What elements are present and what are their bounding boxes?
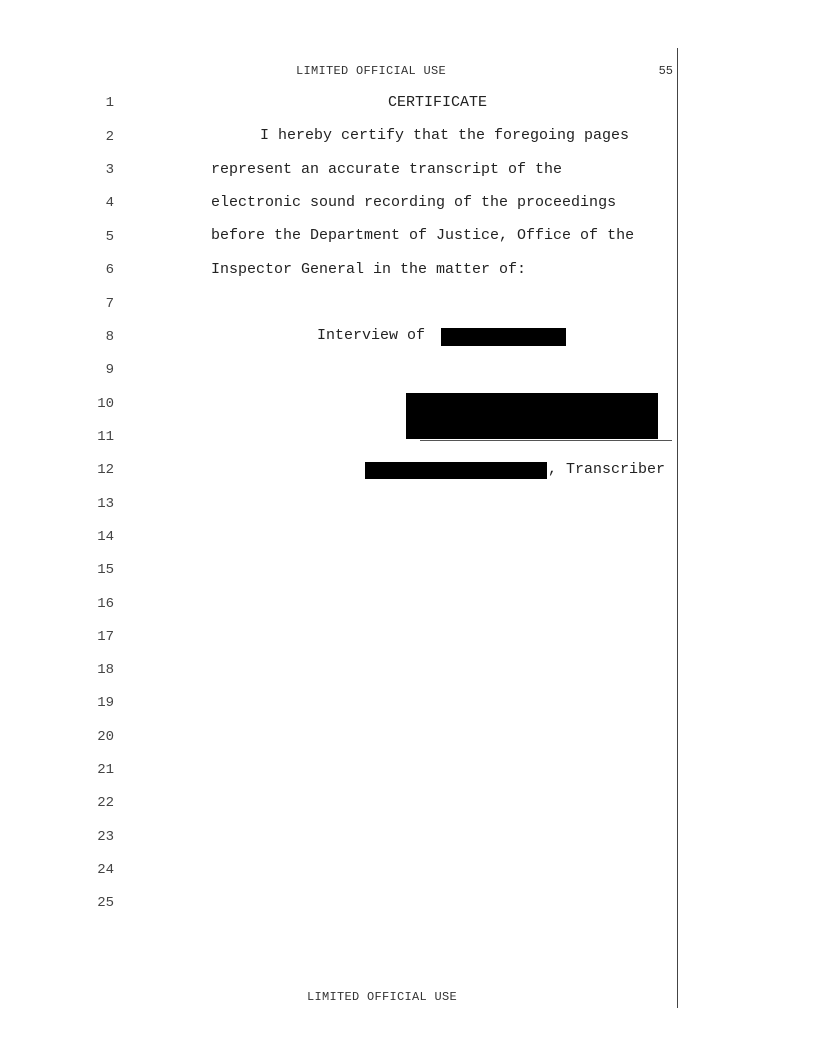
line-number: 25 [97,895,114,911]
line-number: 7 [105,296,114,312]
signature-line [420,440,672,441]
right-margin-rule [677,48,678,1008]
line-number: 9 [105,362,114,378]
line-number: 18 [97,662,114,678]
paragraph-line: I hereby certify that the foregoing pages [260,127,630,144]
line-number: 6 [105,262,114,278]
footer-classification: LIMITED OFFICIAL USE [307,990,458,1004]
interview-label: Interview of [317,327,426,344]
line-number: 8 [105,329,114,345]
header-classification: LIMITED OFFICIAL USE [296,64,447,78]
line-number: 23 [97,829,114,845]
redaction-box [406,393,658,439]
page-number: 55 [658,64,673,78]
line-number: 13 [97,496,114,512]
paragraph-line: Inspector General in the matter of: [211,261,527,278]
paragraph-line: electronic sound recording of the proceedings [211,194,617,211]
line-number: 22 [97,795,114,811]
line-number: 3 [105,162,114,178]
line-number: 16 [97,596,114,612]
line-number: 19 [97,695,114,711]
paragraph-line: before the Department of Justice, Office of the [211,227,635,244]
line-number: 21 [97,762,114,778]
line-number: 15 [97,562,114,578]
line-number: 10 [97,396,114,412]
line-number: 1 [105,95,114,111]
line-number: 12 [97,462,114,478]
certificate-title: CERTIFICATE [388,94,488,111]
transcriber-label: , Transcriber [548,461,666,478]
line-number: 14 [97,529,114,545]
line-number: 4 [105,195,114,211]
line-number: 20 [97,729,114,745]
line-number: 11 [97,429,114,445]
redaction-box [441,328,566,346]
line-number: 24 [97,862,114,878]
line-number: 2 [105,129,114,145]
line-number: 5 [105,229,114,245]
line-number: 17 [97,629,114,645]
paragraph-line: represent an accurate transcript of the [211,161,563,178]
redaction-box [365,462,547,479]
